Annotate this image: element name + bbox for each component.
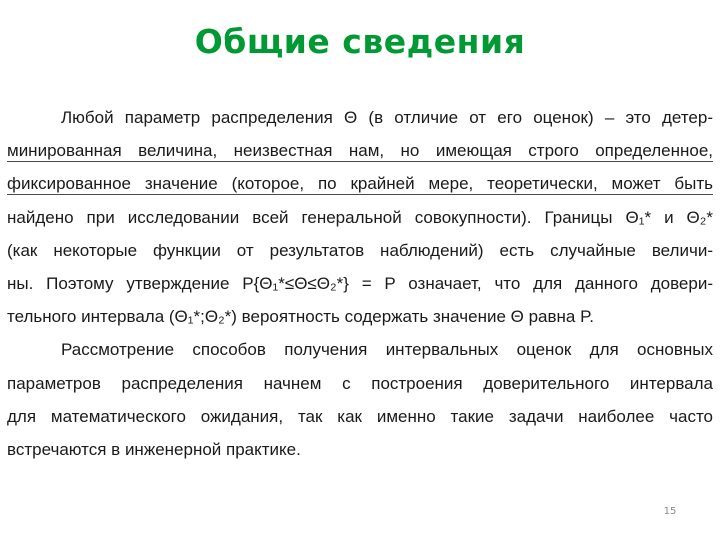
text-line: тельного интервала (Θ₁*;Θ₂*) вероятность содержать значение Θ равна P.	[7, 307, 594, 327]
paragraph-2	[7, 333, 713, 466]
text-line: параметров распределения начнем с построения доверительного интервала	[7, 373, 713, 393]
text-line: фиксированное значение (которое, по крайней мере, теоретически, может быть	[7, 174, 713, 194]
text-line: ны. Поэтому утверждение P{Θ₁*≤Θ≤Θ₂*} = P означает, что для данного довери-	[7, 273, 713, 293]
text-line: Рассмотрение способов получения интервальных оценок для основных	[61, 340, 713, 360]
slide-body	[7, 101, 713, 466]
text-line: встречаются в инженерной практике.	[7, 439, 301, 459]
text-line: найдено при исследовании всей генеральной совокупности). Границы Θ₁* и Θ₂*	[7, 207, 713, 227]
text-line: (как некоторые функции от результатов наблюдений) есть случайные величи-	[7, 240, 713, 260]
text-line: минированная величина, неизвестная нам, но имеющая строго определенное,	[7, 141, 713, 161]
paragraph-1	[7, 101, 713, 333]
text-line: Любой параметр распределения Θ (в отличие от его оценок) – это детер-	[61, 108, 713, 127]
text-line: для математического ожидания, так как именно такие задачи наиболее часто	[7, 406, 713, 426]
page-number: 15	[663, 506, 677, 517]
slide-title: Общие сведения	[194, 22, 526, 61]
